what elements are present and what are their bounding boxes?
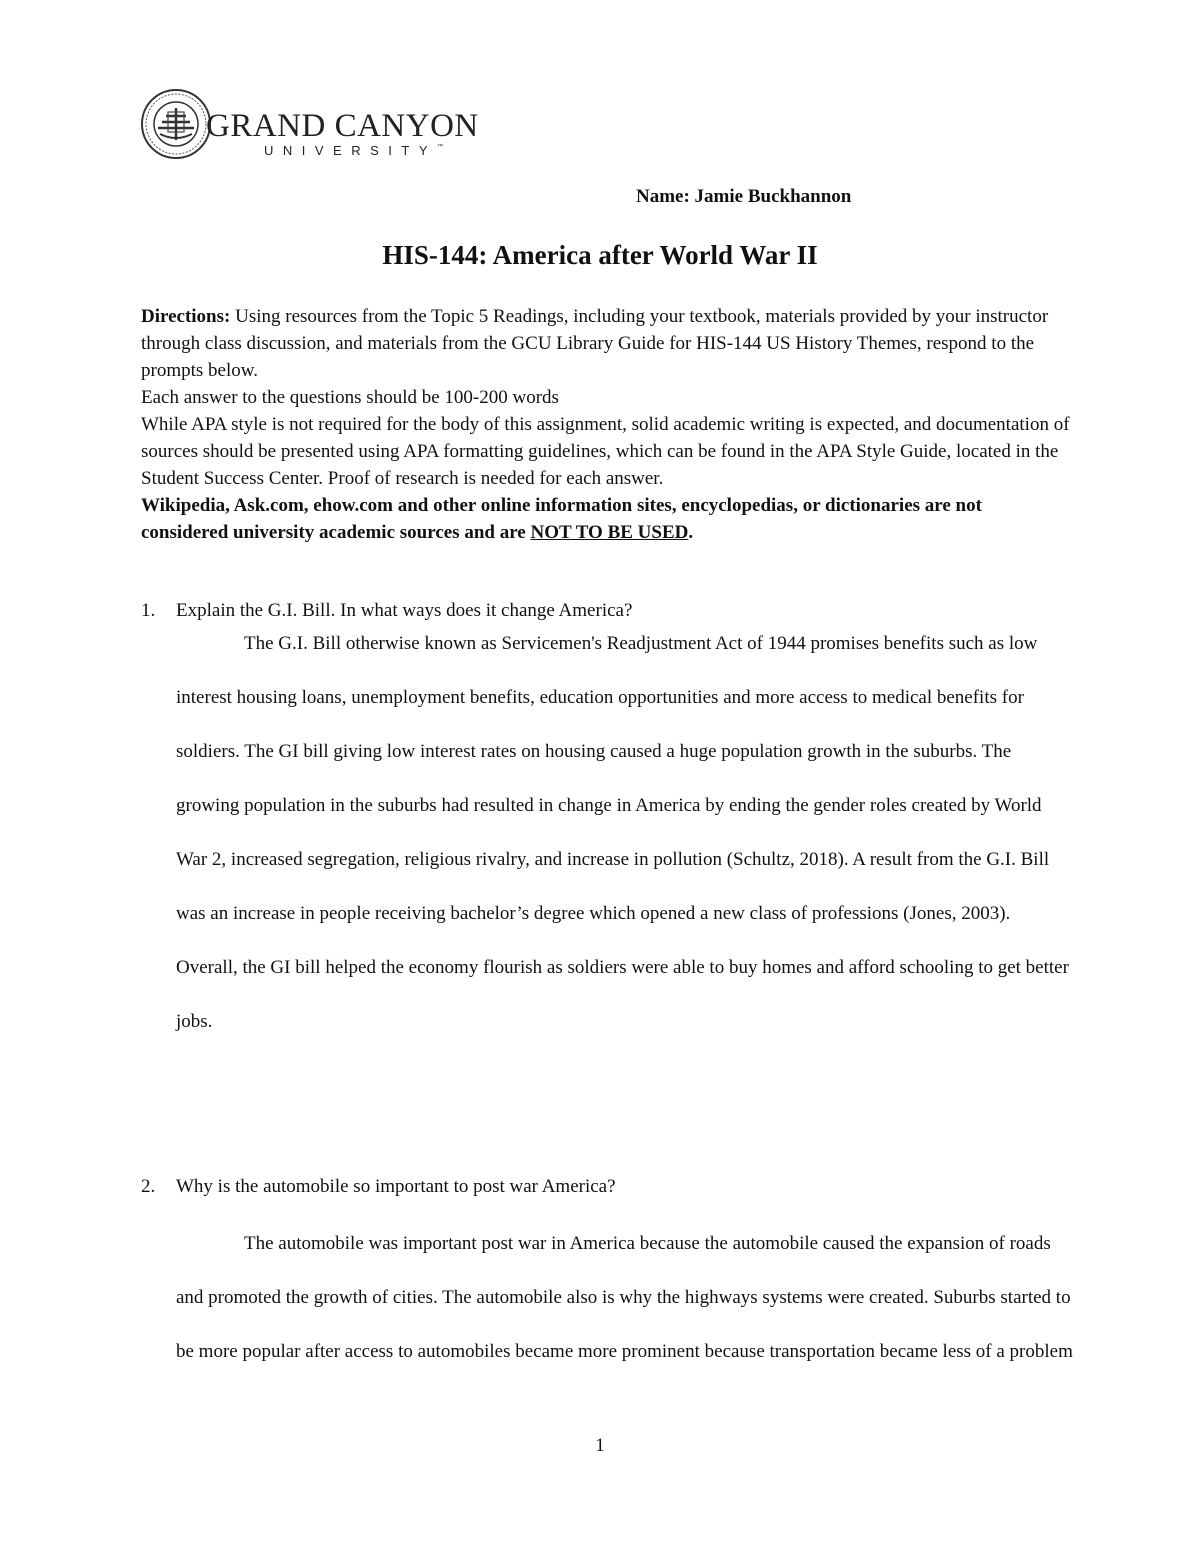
logo-university-name: GRAND CANYON [206, 108, 479, 144]
answer-2 [176, 1217, 1076, 1379]
answer-text: The G.I. Bill otherwise known as Servicemen's Readjustment Act of 1944 promises benefits such as low interest housing loans, unemployment benefits, education opportunities and more access to medical benefits for soldiers. The GI bill giving low interest rates on housing caused a huge population growth in the suburbs. The growing population in the suburbs had resulted in change in America by ending the gender roles created by World War 2, increased segregation, religious rivalry, and increase in pollution (Schultz, 2018). A result from the G.I. Bill was an increase in people receiving bachelor’s degree which opened a new class of professions (Jones, 2003). Overall, the GI bill helped the economy flourish as soldiers were able to buy homes and afford schooling to get better jobs. [176, 633, 1069, 1032]
word-count-instruction: Each answer to the questions should be 100-200 words [141, 387, 559, 408]
not-to-be-used-text: NOT TO BE USED [530, 522, 689, 543]
question-text: Why is the automobile so important to post war America? [176, 1176, 616, 1197]
question-number: 2. [141, 1176, 156, 1197]
question-number: 1. [141, 600, 156, 621]
question-text: Explain the G.I. Bill. In what ways does it change America? [176, 600, 633, 621]
directions-paragraph: Directions: Using resources from the Topic 5 Readings, including your textbook, materials provided by your instructor through class discussion, and materials from the GCU Library Guide for HIS-144 US History Themes, respond to the prompts below. [141, 306, 1049, 381]
question-2-prompt [141, 1176, 616, 1198]
student-name: Name: Jamie Buckhannon [636, 186, 852, 207]
sources-warning: Wikipedia, Ask.com, ehow.com and other online information sites, encyclopedias, or dictionaries are not considered university academic sources and are NOT TO BE USED. [141, 495, 982, 543]
answer-text: The automobile was important post war in America because the automobile caused the expansion of roads and promoted the growth of cities. The automobile also is why the highways systems were created. Suburbs started to be more popular after access to automobiles became more prominent because transportation became less of a problem [176, 1233, 1073, 1362]
directions-label: Directions: [141, 306, 231, 327]
page-title: HIS-144: America after World War II [382, 240, 818, 270]
logo-university-subtitle: UNIVERSITY™ [264, 143, 444, 158]
answer-1 [176, 617, 1076, 1049]
directions-block [141, 303, 1071, 546]
university-seal-icon [140, 88, 212, 160]
university-logo [140, 88, 479, 162]
apa-instruction: While APA style is not required for the body of this assignment, solid academic writing is expected, and documentation of sources should be presented using APA formatting guidelines, which can be found in the APA Style Guide, located in the Student Success Center. Proof of research is needed for each answer. [141, 414, 1070, 489]
page-number: 1 [595, 1435, 605, 1456]
